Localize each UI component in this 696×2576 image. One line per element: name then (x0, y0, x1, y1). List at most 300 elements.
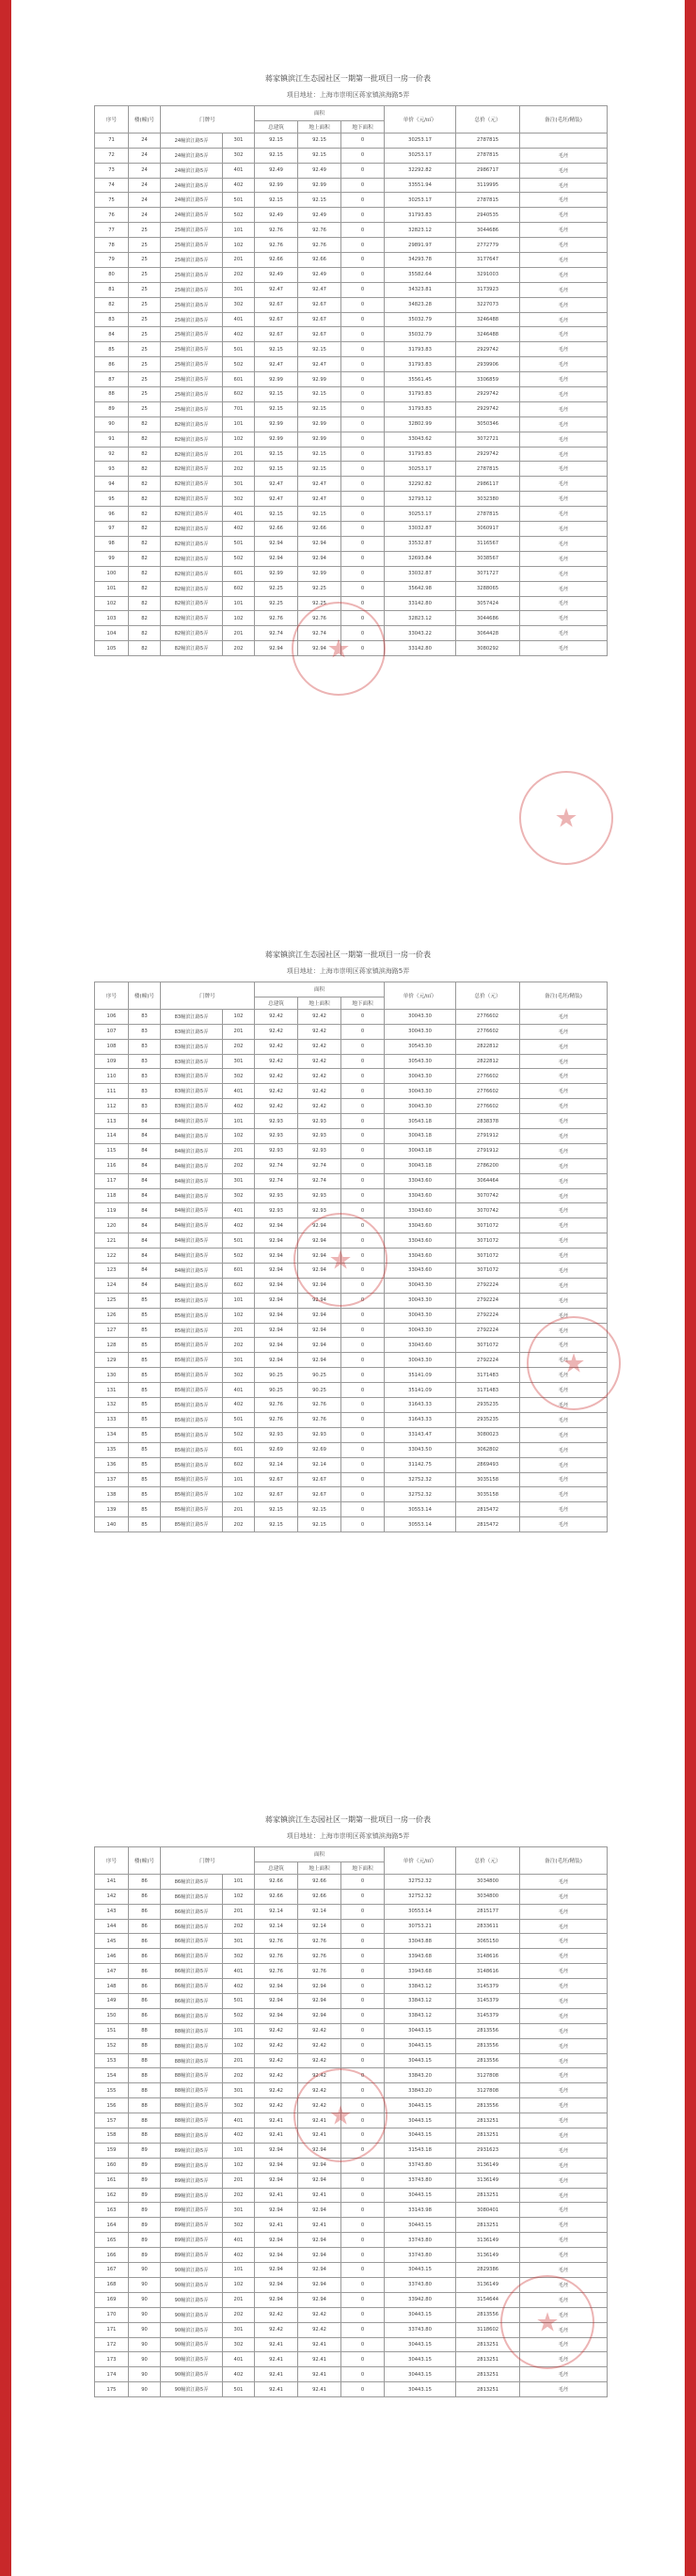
table-row (95, 2098, 608, 2113)
table-row (95, 253, 608, 268)
cell-area: 92.42 (255, 1024, 298, 1039)
cell-address: 86幢滨江路5弄 (161, 2008, 223, 2023)
cell-remark: 毛坯 (520, 492, 608, 507)
cell-area-below: 0 (341, 2307, 385, 2322)
table-row (95, 416, 608, 432)
cell-area: 92.47 (255, 282, 298, 297)
page-3-title: 蒋家镇滨江生态园社区一期第一批项目一房一价表 (265, 1815, 431, 1824)
cell-building: 82 (129, 462, 161, 477)
cell-area-below: 0 (341, 1487, 385, 1502)
cell-remark: 毛坯 (520, 1203, 608, 1218)
cell-address: 89幢滨江路5弄 (161, 2173, 223, 2188)
cell-area: 92.94 (255, 2292, 298, 2307)
cell-area-below: 0 (341, 2038, 385, 2053)
header-building: 楼(幢)号 (129, 982, 161, 1010)
cell-area-below: 0 (341, 2218, 385, 2233)
cell-area-above: 92.42 (298, 2053, 341, 2068)
cell-unit-price: 30443.15 (385, 2128, 456, 2144)
cell-room: 401 (223, 163, 255, 178)
cell-unit-price: 30553.14 (385, 1502, 456, 1517)
cell-total-price: 3060917 (456, 522, 520, 537)
cell-room: 401 (223, 1203, 255, 1218)
table-row (95, 2277, 608, 2292)
cell-area-below: 0 (341, 611, 385, 626)
cell-seq: 148 (95, 1979, 129, 1994)
cell-area-above: 92.15 (298, 387, 341, 402)
cell-room: 102 (223, 611, 255, 626)
cell-building: 83 (129, 1054, 161, 1069)
cell-area-above: 92.94 (298, 2277, 341, 2292)
cell-area-below: 0 (341, 267, 385, 282)
cell-area-below: 0 (341, 1904, 385, 1919)
cell-room: 101 (223, 223, 255, 238)
cell-address: 25幢滨江路5弄 (161, 387, 223, 402)
cell-room: 102 (223, 432, 255, 447)
table-row (95, 492, 608, 507)
page-2-address: 项目地址：上海市崇明区蒋家镇滨海路5弄 (286, 967, 410, 975)
table-row (95, 357, 608, 372)
cell-area: 92.94 (255, 2008, 298, 2023)
cell-address: 85幢滨江路5弄 (161, 1502, 223, 1517)
cell-area: 92.15 (255, 342, 298, 357)
cell-building: 82 (129, 536, 161, 551)
cell-area-above: 92.42 (298, 2038, 341, 2053)
cell-unit-price: 32793.12 (385, 492, 456, 507)
cell-room: 302 (223, 1069, 255, 1084)
cell-total-price: 3127808 (456, 2083, 520, 2098)
cell-remark: 毛坯 (520, 267, 608, 282)
cell-unit-price: 31793.83 (385, 387, 456, 402)
cell-total-price: 2935235 (456, 1412, 520, 1427)
cell-remark: 毛坯 (520, 297, 608, 312)
cell-remark: 毛坯 (520, 507, 608, 522)
cell-remark: 毛坯 (520, 2158, 608, 2173)
header-unit: 门牌号 (161, 106, 255, 134)
cell-area-above: 92.49 (298, 208, 341, 223)
cell-address: 86幢滨江路5弄 (161, 1979, 223, 1994)
cell-area-above: 92.99 (298, 372, 341, 387)
cell-room: 501 (223, 536, 255, 551)
cell-area-below: 0 (341, 148, 385, 163)
cell-remark: 毛坯 (520, 2233, 608, 2248)
cell-total-price: 3034800 (456, 1889, 520, 1904)
cell-building: 90 (129, 2277, 161, 2292)
cell-seq: 170 (95, 2307, 129, 2322)
cell-building: 24 (129, 163, 161, 178)
cell-unit-price: 31793.83 (385, 447, 456, 462)
cell-area: 92.42 (255, 2053, 298, 2068)
cell-seq: 123 (95, 1264, 129, 1279)
cell-building: 85 (129, 1517, 161, 1532)
cell-remark: 毛坯 (520, 2083, 608, 2098)
table-row (95, 1919, 608, 1934)
cell-address: 85幢滨江路5弄 (161, 1368, 223, 1383)
cell-seq: 93 (95, 462, 129, 477)
cell-building: 85 (129, 1368, 161, 1383)
cell-remark: 毛坯 (520, 372, 608, 387)
cell-seq: 105 (95, 641, 129, 656)
cell-total-price: 3064464 (456, 1173, 520, 1188)
cell-unit-price: 32823.12 (385, 223, 456, 238)
cell-remark: 毛坯 (520, 1383, 608, 1398)
cell-seq: 175 (95, 2382, 129, 2397)
cell-address: 83幢滨江路5弄 (161, 1039, 223, 1054)
cell-total-price: 3148616 (456, 1964, 520, 1979)
cell-area-below: 0 (341, 536, 385, 551)
cell-area: 92.67 (255, 1487, 298, 1502)
cell-area-above: 92.66 (298, 1874, 341, 1889)
cell-room: 101 (223, 1293, 255, 1308)
cell-building: 85 (129, 1293, 161, 1308)
table-row (95, 2143, 608, 2158)
cell-address: 25幢滨江路5弄 (161, 223, 223, 238)
cell-room: 202 (223, 267, 255, 282)
cell-total-price: 2776602 (456, 1099, 520, 1114)
cell-room: 401 (223, 312, 255, 327)
cell-address: 88幢滨江路5弄 (161, 2068, 223, 2083)
cell-area-below: 0 (341, 1994, 385, 2009)
cell-area-below: 0 (341, 238, 385, 253)
cell-area-below: 0 (341, 178, 385, 193)
cell-seq: 81 (95, 282, 129, 297)
header-remark: 备注(毛坯/精装) (520, 982, 608, 1010)
cell-seq: 131 (95, 1383, 129, 1398)
cell-unit-price: 33743.80 (385, 2158, 456, 2173)
cell-address: 85幢滨江路5弄 (161, 1442, 223, 1457)
cell-area: 92.76 (255, 1412, 298, 1427)
header-total-price: 总价（元） (456, 106, 520, 134)
table-row (95, 1398, 608, 1413)
cell-unit-price: 30443.15 (385, 2382, 456, 2397)
cell-area: 92.93 (255, 1143, 298, 1158)
cell-room: 301 (223, 133, 255, 148)
cell-area: 92.49 (255, 163, 298, 178)
cell-building: 82 (129, 492, 161, 507)
cell-remark: 毛坯 (520, 1412, 608, 1427)
header-unit-price: 单价（元/㎡） (385, 1847, 456, 1875)
cell-area-below: 0 (341, 2337, 385, 2352)
cell-total-price: 2787815 (456, 133, 520, 148)
cell-area-above: 92.14 (298, 1919, 341, 1934)
table-body (95, 1874, 608, 2396)
cell-building: 90 (129, 2292, 161, 2307)
cell-remark: 毛坯 (520, 1129, 608, 1144)
cell-remark: 毛坯 (520, 2218, 608, 2233)
header-area-above: 地上面积 (298, 120, 341, 133)
cell-unit-price: 33143.47 (385, 1427, 456, 1442)
cell-area-above: 92.93 (298, 1203, 341, 1218)
cell-area-below: 0 (341, 1919, 385, 1934)
cell-unit-price: 30443.15 (385, 2307, 456, 2322)
cell-unit-price: 33043.60 (385, 1188, 456, 1203)
cell-total-price: 3246488 (456, 327, 520, 342)
cell-total-price: 3032380 (456, 492, 520, 507)
cell-address: 84幢滨江路5弄 (161, 1173, 223, 1188)
cell-total-price: 3062802 (456, 1442, 520, 1457)
cell-room: 201 (223, 1143, 255, 1158)
header-area-build: 总建筑 (255, 997, 298, 1009)
cell-remark: 毛坯 (520, 1338, 608, 1353)
cell-area-below: 0 (341, 1114, 385, 1129)
cell-building: 24 (129, 133, 161, 148)
cell-area-below: 0 (341, 297, 385, 312)
cell-unit-price: 30443.15 (385, 2098, 456, 2113)
cell-room: 402 (223, 2367, 255, 2382)
cell-area: 92.49 (255, 208, 298, 223)
cell-area-above: 92.93 (298, 1129, 341, 1144)
table-row (95, 1218, 608, 1233)
cell-remark: 毛坯 (520, 462, 608, 477)
cell-area-above: 92.93 (298, 1188, 341, 1203)
cell-seq: 141 (95, 1874, 129, 1889)
cell-area: 90.25 (255, 1368, 298, 1383)
cell-total-price: 2813251 (456, 2218, 520, 2233)
cell-building: 82 (129, 522, 161, 537)
cell-address: 83幢滨江路5弄 (161, 1099, 223, 1114)
cell-unit-price: 35032.79 (385, 327, 456, 342)
cell-area-below: 0 (341, 1173, 385, 1188)
cell-unit-price: 30253.17 (385, 507, 456, 522)
cell-remark: 毛坯 (520, 2382, 608, 2397)
cell-area-above: 92.74 (298, 1158, 341, 1173)
cell-building: 88 (129, 2053, 161, 2068)
cell-room: 302 (223, 1368, 255, 1383)
cell-unit-price: 30043.30 (385, 1293, 456, 1308)
cell-seq: 72 (95, 148, 129, 163)
table-row (95, 2128, 608, 2144)
table-row (95, 462, 608, 477)
cell-area-above: 92.94 (298, 1994, 341, 2009)
cell-total-price: 3035158 (456, 1487, 520, 1502)
cell-seq: 154 (95, 2068, 129, 2083)
table-row (95, 1472, 608, 1487)
table-row (95, 2083, 608, 2098)
table-row (95, 2188, 608, 2203)
cell-total-price: 2813556 (456, 2038, 520, 2053)
cell-remark: 毛坯 (520, 1233, 608, 1249)
cell-address: 24幢滨江路5弄 (161, 133, 223, 148)
table-row (95, 432, 608, 447)
cell-unit-price: 33843.12 (385, 1979, 456, 1994)
cell-building: 86 (129, 1934, 161, 1949)
cell-room: 202 (223, 1039, 255, 1054)
cell-remark: 毛坯 (520, 1188, 608, 1203)
cell-building: 84 (129, 1114, 161, 1129)
cell-total-price: 3070742 (456, 1203, 520, 1218)
cell-area-above: 92.41 (298, 2128, 341, 2144)
cell-building: 85 (129, 1308, 161, 1323)
header-total-price: 总价（元） (456, 1847, 520, 1875)
cell-seq: 104 (95, 626, 129, 641)
cell-area: 92.42 (255, 2068, 298, 2083)
cell-address: 85幢滨江路5弄 (161, 1293, 223, 1308)
cell-address: 86幢滨江路5弄 (161, 1964, 223, 1979)
price-table-page-3 (94, 1846, 608, 2397)
cell-remark: 毛坯 (520, 1114, 608, 1129)
cell-building: 84 (129, 1143, 161, 1158)
cell-total-price: 2940535 (456, 208, 520, 223)
cell-total-price: 2813556 (456, 2307, 520, 2322)
table-row (95, 2292, 608, 2307)
cell-building: 82 (129, 581, 161, 596)
cell-remark: 毛坯 (520, 1264, 608, 1279)
cell-area-above: 92.42 (298, 2083, 341, 2098)
cell-room: 101 (223, 2263, 255, 2278)
cell-unit-price: 30553.14 (385, 1904, 456, 1919)
cell-area-below: 0 (341, 1874, 385, 1889)
cell-area: 92.94 (255, 1979, 298, 1994)
cell-total-price: 2776602 (456, 1024, 520, 1039)
cell-total-price: 3136149 (456, 2233, 520, 2248)
cell-address: 25幢滨江路5弄 (161, 253, 223, 268)
table-row (95, 2068, 608, 2083)
cell-area-above: 92.94 (298, 2158, 341, 2173)
cell-unit-price: 30443.15 (385, 2337, 456, 2352)
cell-total-price: 2813251 (456, 2128, 520, 2144)
cell-address: 88幢滨江路5弄 (161, 2113, 223, 2128)
cell-unit-price: 33743.80 (385, 2248, 456, 2263)
cell-total-price: 3246488 (456, 312, 520, 327)
cell-room: 101 (223, 1472, 255, 1487)
table-row (95, 208, 608, 223)
cell-address: 25幢滨江路5弄 (161, 327, 223, 342)
cell-total-price: 2869493 (456, 1457, 520, 1472)
cell-area-above: 92.47 (298, 357, 341, 372)
cell-area-below: 0 (341, 2053, 385, 2068)
cell-remark: 毛坯 (520, 536, 608, 551)
cell-room: 201 (223, 1502, 255, 1517)
cell-area-below: 0 (341, 1979, 385, 1994)
cell-room: 501 (223, 342, 255, 357)
cell-remark: 毛坯 (520, 357, 608, 372)
cell-unit-price: 33043.60 (385, 1233, 456, 1249)
cell-address: 85幢滨江路5弄 (161, 1517, 223, 1532)
cell-area-below: 0 (341, 1024, 385, 1039)
cell-seq: 117 (95, 1173, 129, 1188)
cell-total-price: 2833611 (456, 1919, 520, 1934)
price-table-page-1 (94, 105, 608, 656)
cell-remark: 毛坯 (520, 2322, 608, 2337)
cell-seq: 158 (95, 2128, 129, 2144)
cell-area-above: 92.94 (298, 2233, 341, 2248)
cell-area-below: 0 (341, 223, 385, 238)
cell-seq: 77 (95, 223, 129, 238)
cell-room: 202 (223, 2068, 255, 2083)
cell-remark: 毛坯 (520, 2173, 608, 2188)
cell-total-price: 2787815 (456, 507, 520, 522)
cell-building: 89 (129, 2158, 161, 2173)
cell-seq: 76 (95, 208, 129, 223)
cell-area-below: 0 (341, 1158, 385, 1173)
table-row (95, 133, 608, 148)
cell-area-above: 92.94 (298, 641, 341, 656)
cell-seq: 125 (95, 1293, 129, 1308)
cell-seq: 153 (95, 2053, 129, 2068)
cell-room: 402 (223, 2248, 255, 2263)
cell-area: 92.15 (255, 401, 298, 416)
cell-building: 82 (129, 432, 161, 447)
cell-area-below: 0 (341, 2263, 385, 2278)
cell-total-price: 3057424 (456, 596, 520, 611)
table-row (95, 1487, 608, 1502)
table-row (95, 2337, 608, 2352)
cell-area-above: 92.15 (298, 462, 341, 477)
cell-room: 101 (223, 2023, 255, 2038)
cell-address: 85幢滨江路5弄 (161, 1338, 223, 1353)
cell-unit-price: 31543.18 (385, 2143, 456, 2158)
cell-room: 302 (223, 2337, 255, 2352)
cell-area: 92.94 (255, 1278, 298, 1293)
cell-room: 102 (223, 2158, 255, 2173)
cell-area: 92.15 (255, 462, 298, 477)
cell-address: 90幢滨江路5弄 (161, 2337, 223, 2352)
cell-address: 25幢滨江路5弄 (161, 297, 223, 312)
cell-address: 90幢滨江路5弄 (161, 2367, 223, 2382)
table-row (95, 477, 608, 492)
cell-building: 89 (129, 2218, 161, 2233)
cell-remark: 毛坯 (520, 223, 608, 238)
cell-unit-price: 33043.62 (385, 432, 456, 447)
cell-area: 92.42 (255, 2098, 298, 2113)
cell-total-price: 3065150 (456, 1934, 520, 1949)
cell-area-above: 92.94 (298, 1308, 341, 1323)
cell-room: 301 (223, 1173, 255, 1188)
cell-area-above: 92.94 (298, 1218, 341, 1233)
cell-building: 83 (129, 1069, 161, 1084)
cell-area: 92.94 (255, 1218, 298, 1233)
cell-area-above: 92.66 (298, 522, 341, 537)
cell-area: 92.74 (255, 1173, 298, 1188)
cell-total-price: 2829386 (456, 2263, 520, 2278)
cell-building: 84 (129, 1278, 161, 1293)
cell-area: 92.94 (255, 1338, 298, 1353)
cell-area: 92.66 (255, 1874, 298, 1889)
cell-remark: 毛坯 (520, 1039, 608, 1054)
cell-room: 302 (223, 1188, 255, 1203)
cell-remark: 毛坯 (520, 2292, 608, 2307)
cell-remark: 毛坯 (520, 2098, 608, 2113)
cell-building: 88 (129, 2083, 161, 2098)
cell-unit-price: 30043.30 (385, 1278, 456, 1293)
table-row (95, 1412, 608, 1427)
cell-total-price: 2813556 (456, 2023, 520, 2038)
cell-unit-price: 33551.94 (385, 178, 456, 193)
cell-area: 92.42 (255, 2307, 298, 2322)
table-row (95, 148, 608, 163)
cell-seq: 126 (95, 1308, 129, 1323)
cell-area: 92.94 (255, 2263, 298, 2278)
cell-room: 601 (223, 1264, 255, 1279)
cell-area-above: 92.25 (298, 596, 341, 611)
cell-seq: 82 (95, 297, 129, 312)
table-row (95, 2203, 608, 2218)
cell-unit-price: 30043.30 (385, 1099, 456, 1114)
cell-remark: 毛坯 (520, 1099, 608, 1114)
cell-remark: 毛坯 (520, 193, 608, 208)
table-header (95, 982, 608, 1010)
cell-unit-price: 33943.68 (385, 1964, 456, 1979)
table-row (95, 1203, 608, 1218)
cell-total-price: 2776602 (456, 1069, 520, 1084)
cell-area: 92.41 (255, 2337, 298, 2352)
cell-total-price: 3148616 (456, 1949, 520, 1964)
cell-unit-price: 35032.79 (385, 312, 456, 327)
cell-area-below: 0 (341, 2292, 385, 2307)
cell-area: 92.94 (255, 1308, 298, 1323)
cell-total-price: 3127808 (456, 2068, 520, 2083)
cell-area-above: 92.14 (298, 1904, 341, 1919)
cell-area-above: 92.99 (298, 566, 341, 581)
